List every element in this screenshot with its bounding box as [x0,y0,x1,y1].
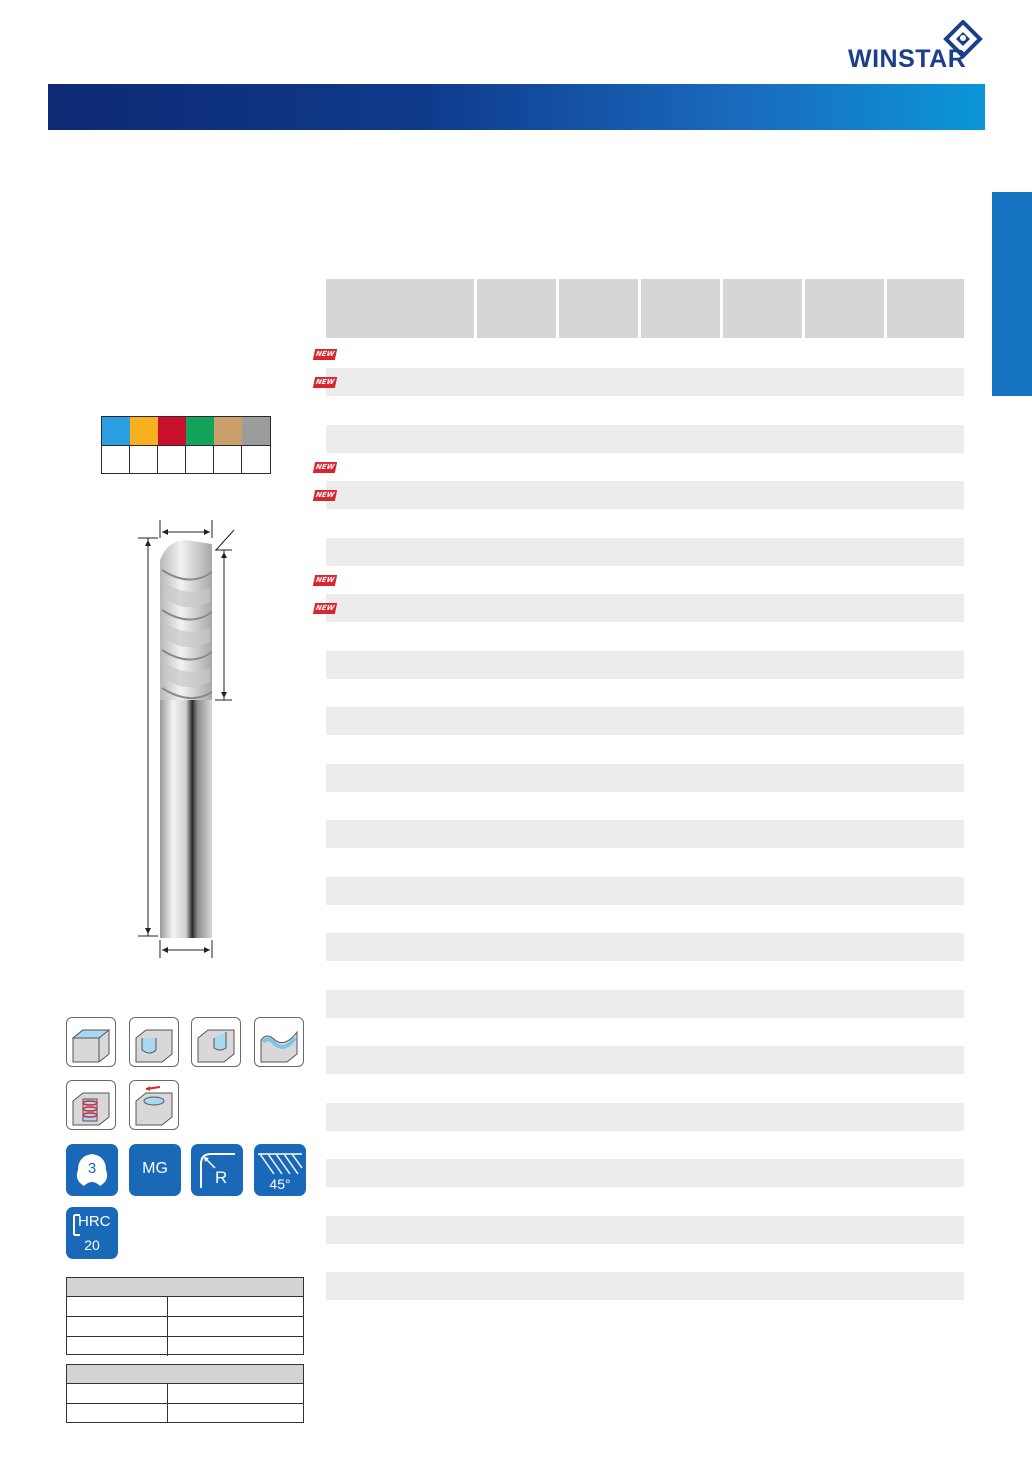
hardness-value: 20 [84,1237,100,1253]
table-row [326,849,964,877]
side-milling-icon [191,1017,241,1067]
new-badge: NEW [313,462,337,473]
table-row [326,594,964,622]
grade-swatch [186,417,214,445]
spec-table-1 [66,1277,304,1355]
table-row [326,1131,964,1159]
face-milling-icon [66,1017,116,1067]
table-header-cell [805,279,884,338]
hardness-label: HRC [78,1213,111,1230]
table-row [326,736,964,764]
grade-cell [130,445,158,473]
spec-table-header [67,1278,303,1297]
table-row [326,1244,964,1272]
ramping-icon [129,1080,179,1130]
grade-icon [129,1144,181,1196]
logo-text: WINSTAR [848,45,967,73]
table-row [326,340,964,368]
table-row [326,877,964,905]
new-badge: NEW [313,377,337,388]
corner-radius-label: R [215,1168,228,1187]
table-row [326,510,964,538]
new-badge: NEW [313,490,337,501]
helix-angle-icon [254,1144,306,1196]
grade-cell [102,445,130,473]
table-row [326,990,964,1018]
corner-radius-icon [191,1144,243,1196]
table-header-cell [477,279,556,338]
grade-cell [214,445,242,473]
grade-swatch [242,417,270,445]
helix-angle-label: 45° [269,1176,291,1192]
grade-swatch [130,417,158,445]
table-row [326,792,964,820]
table-header-cell [723,279,802,338]
spec-table-row [67,1384,303,1404]
table-row [326,962,964,990]
new-badge: NEW [313,575,337,586]
table-row [326,1018,964,1046]
grade-swatch [158,417,186,445]
table-row [326,679,964,707]
spec-table-2 [66,1364,304,1423]
table-row [326,623,964,651]
helical-interpolation-icon [66,1080,116,1130]
winstar-logo [848,20,988,76]
new-badge: NEW [313,349,337,360]
table-row [326,1188,964,1216]
table-row [326,1216,964,1244]
grade-swatch [214,417,242,445]
grade-label: MG [142,1160,168,1177]
table-row [326,397,964,425]
profiling-icon [254,1017,304,1067]
table-row [326,1272,964,1300]
spec-table-row [67,1317,303,1337]
table-row [326,707,964,735]
table-row [326,933,964,961]
table-row [326,538,964,566]
grade-cell [158,445,186,473]
table-header-cell [559,279,638,338]
table-row [326,905,964,933]
table-row [326,1046,964,1074]
table-row [326,453,964,481]
table-row [326,425,964,453]
section-header-band [48,84,985,130]
table-row [326,368,964,396]
table-row [326,1159,964,1187]
spec-table-row [67,1337,303,1356]
table-row [326,481,964,509]
table-row [326,1103,964,1131]
table-row [326,764,964,792]
spec-table-row [67,1297,303,1317]
chapter-side-tab[interactable] [992,192,1032,396]
table-row [326,1075,964,1103]
table-header [326,279,964,338]
grade-cell [186,445,214,473]
table-header-cell [641,279,720,338]
end-mill-drawing [120,510,250,970]
table-header-cell [887,279,964,338]
flute-count: 3 [87,1160,97,1177]
grade-swatch [102,417,130,445]
color-grade-grid [101,416,271,474]
table-header-cell [326,279,474,338]
spec-table-header [67,1365,303,1384]
table-row [326,820,964,848]
slotting-icon [129,1017,179,1067]
new-badge: NEW [313,603,337,614]
spec-table-row [67,1404,303,1423]
table-row [326,566,964,594]
hardness-icon [66,1207,118,1259]
table-row [326,651,964,679]
three-flute-icon [66,1144,118,1196]
